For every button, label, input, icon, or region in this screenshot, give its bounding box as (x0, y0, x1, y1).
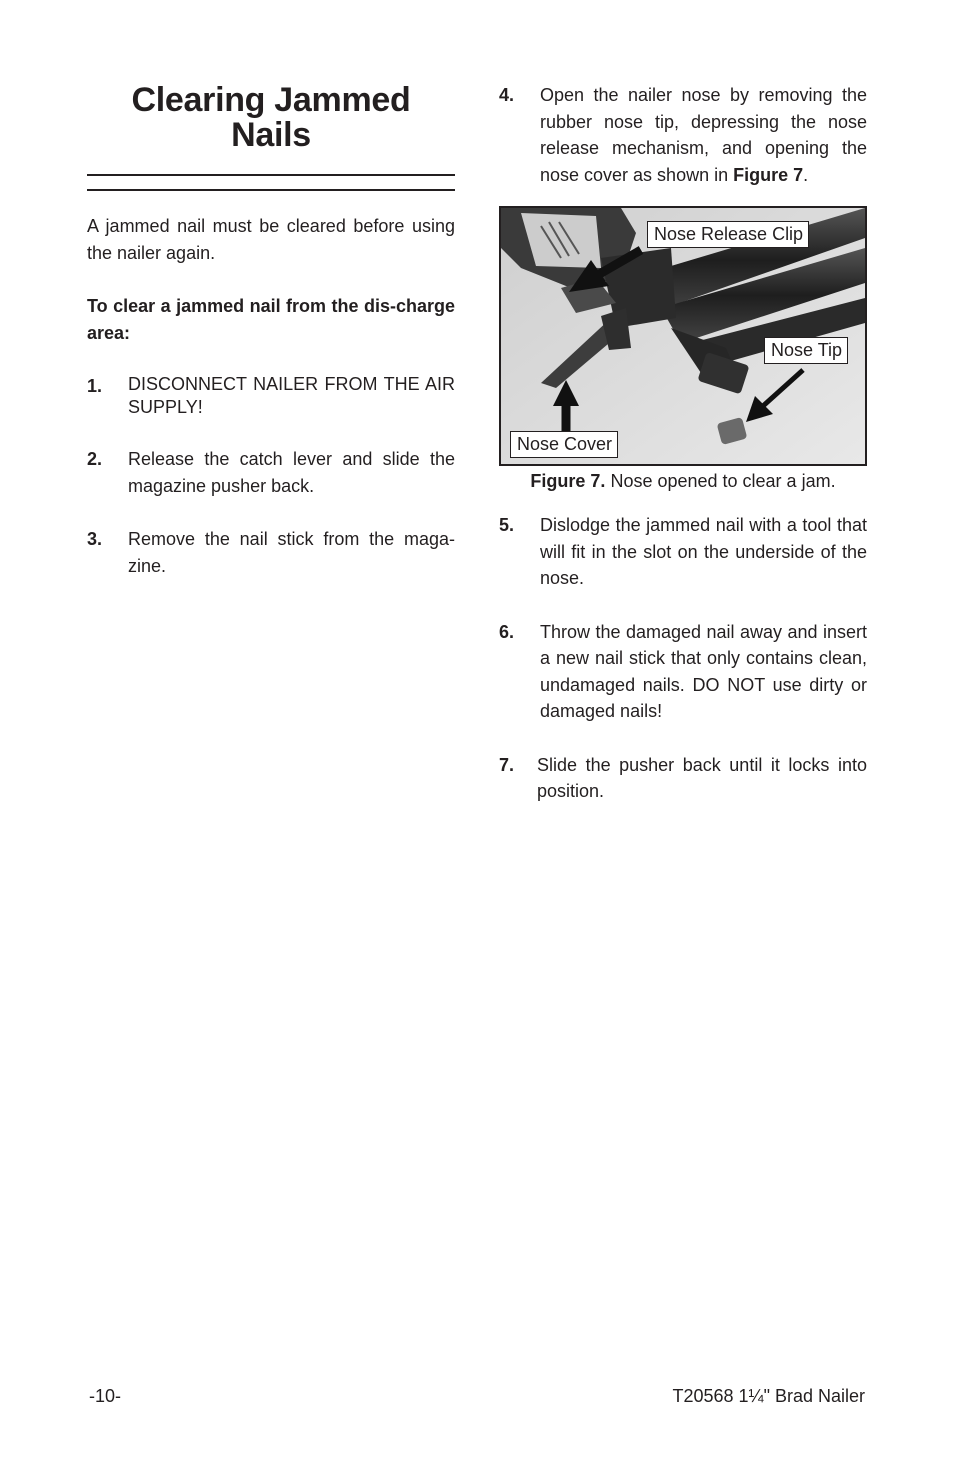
step-text: Remove the nail stick from the maga-zine. (128, 529, 455, 576)
step-number: 4. (499, 85, 515, 105)
title-rule-bottom (87, 189, 455, 191)
callout-nose-tip: Nose Tip (764, 337, 848, 364)
step-4 (499, 82, 867, 188)
page-number: -10- (89, 1386, 122, 1406)
step-number: 6. (499, 621, 515, 642)
figure-7-photo (499, 206, 867, 466)
caption-label: Figure 7. (530, 471, 606, 491)
figure-caption (499, 468, 867, 494)
step-number: 2. (87, 449, 103, 469)
step-6 (499, 619, 867, 725)
step-2 (87, 446, 455, 499)
section-lead: To clear a jammed nail from the dis-charge area: (87, 296, 455, 343)
step-text-end: . (803, 164, 809, 185)
step-text: DISCONNECT NAILER FROM THE AIR SUPPLY! (128, 374, 455, 417)
step-number: 5. (499, 515, 515, 535)
step-text: Throw the damaged nail away and insert a new nail stick that only contains clean, undamaged nails. DO NOT use dirty or damaged nails! (540, 621, 867, 721)
step-7 (499, 752, 867, 805)
step-text (540, 82, 867, 188)
title-line-2: Nails (231, 116, 311, 154)
figure-reference: Figure 7 (733, 164, 804, 185)
right-column (499, 82, 867, 805)
intro-paragraph: A jammed nail must be cleared before using the nailer again. (87, 216, 455, 263)
step-3 (87, 526, 455, 579)
step-number: 7. (499, 754, 515, 775)
step-number: 1. (87, 376, 103, 396)
callout-nose-release-clip: Nose Release Clip (647, 221, 809, 248)
step-text: Release the catch lever and slide the magazine pusher back. (128, 449, 455, 496)
page-title (87, 82, 455, 153)
caption-text: Nose opened to clear a jam. (605, 471, 836, 491)
title-rule-top (87, 174, 455, 176)
step-text: Slide the pusher back until it locks into position. (537, 754, 867, 801)
left-column (87, 82, 455, 579)
step-1 (87, 373, 455, 419)
step-text: Dislodge the jammed nail with a tool that will fit in the slot on the underside of the nose. (540, 515, 867, 588)
product-name: T20568 1¼" Brad Nailer (672, 1386, 865, 1406)
callout-nose-cover: Nose Cover (510, 431, 618, 458)
step-number: 3. (87, 529, 103, 549)
step-text-main: Open the nailer nose by removing the rubber nose tip, depressing the nose release mechanism, and opening the nose cover as shown in (540, 85, 867, 185)
step-5 (499, 512, 867, 592)
title-line-1: Clearing Jammed (131, 81, 411, 119)
